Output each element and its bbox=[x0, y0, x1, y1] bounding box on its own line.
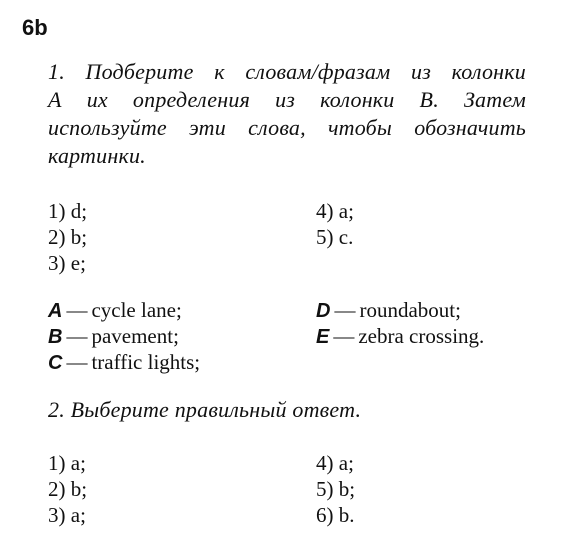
legend-term: pavement; bbox=[91, 324, 179, 348]
task2-answer-1: 1) a; bbox=[48, 451, 86, 475]
task1-instruction-line: А их определения из колонки В. Затем bbox=[48, 87, 526, 112]
task2-answer-4: 4) a; bbox=[316, 451, 354, 475]
legend-item-e bbox=[316, 323, 484, 350]
task1-answer-1: 1) d; bbox=[48, 199, 88, 223]
legend-item-c bbox=[48, 349, 200, 376]
legend-separator: — bbox=[66, 298, 88, 322]
legend-term: cycle lane; bbox=[91, 298, 182, 322]
section-label: 6b bbox=[22, 15, 48, 40]
task2-instruction-line: 2. Выберите правильный ответ. bbox=[48, 397, 362, 422]
legend-letter: D bbox=[316, 300, 331, 322]
task2-instruction bbox=[48, 396, 526, 424]
legend-separator: — bbox=[66, 324, 88, 348]
legend-separator: — bbox=[333, 324, 355, 348]
task1-instruction-line: 1. Подберите к словам/фразам из колонки bbox=[48, 59, 526, 84]
task1-instruction bbox=[48, 58, 526, 170]
task1-instruction-line: используйте эти слова, чтобы обозначить bbox=[48, 115, 526, 140]
legend-letter: E bbox=[316, 326, 330, 348]
task1-answer-5: 5) c. bbox=[316, 225, 354, 249]
legend-item-b bbox=[48, 323, 179, 350]
legend-term: traffic lights; bbox=[91, 350, 201, 374]
task1-answer-2: 2) b; bbox=[48, 225, 88, 249]
task2-answer-2: 2) b; bbox=[48, 477, 88, 501]
legend-item-a bbox=[48, 297, 182, 324]
legend-term: zebra crossing. bbox=[358, 324, 485, 348]
legend-letter: B bbox=[48, 326, 63, 348]
legend-letter: A bbox=[48, 300, 63, 322]
legend-term: roundabout; bbox=[359, 298, 461, 322]
task2-answer-5: 5) b; bbox=[316, 477, 356, 501]
task1-instruction-line: картинки. bbox=[48, 143, 146, 168]
task2-answer-6: 6) b. bbox=[316, 503, 355, 527]
legend-letter: C bbox=[48, 352, 63, 374]
legend-separator: — bbox=[334, 298, 356, 322]
task1-answer-3: 3) e; bbox=[48, 251, 86, 275]
legend-item-d bbox=[316, 297, 461, 324]
task2-answer-3: 3) a; bbox=[48, 503, 86, 527]
task1-answer-4: 4) a; bbox=[316, 199, 354, 223]
legend-separator: — bbox=[66, 350, 88, 374]
